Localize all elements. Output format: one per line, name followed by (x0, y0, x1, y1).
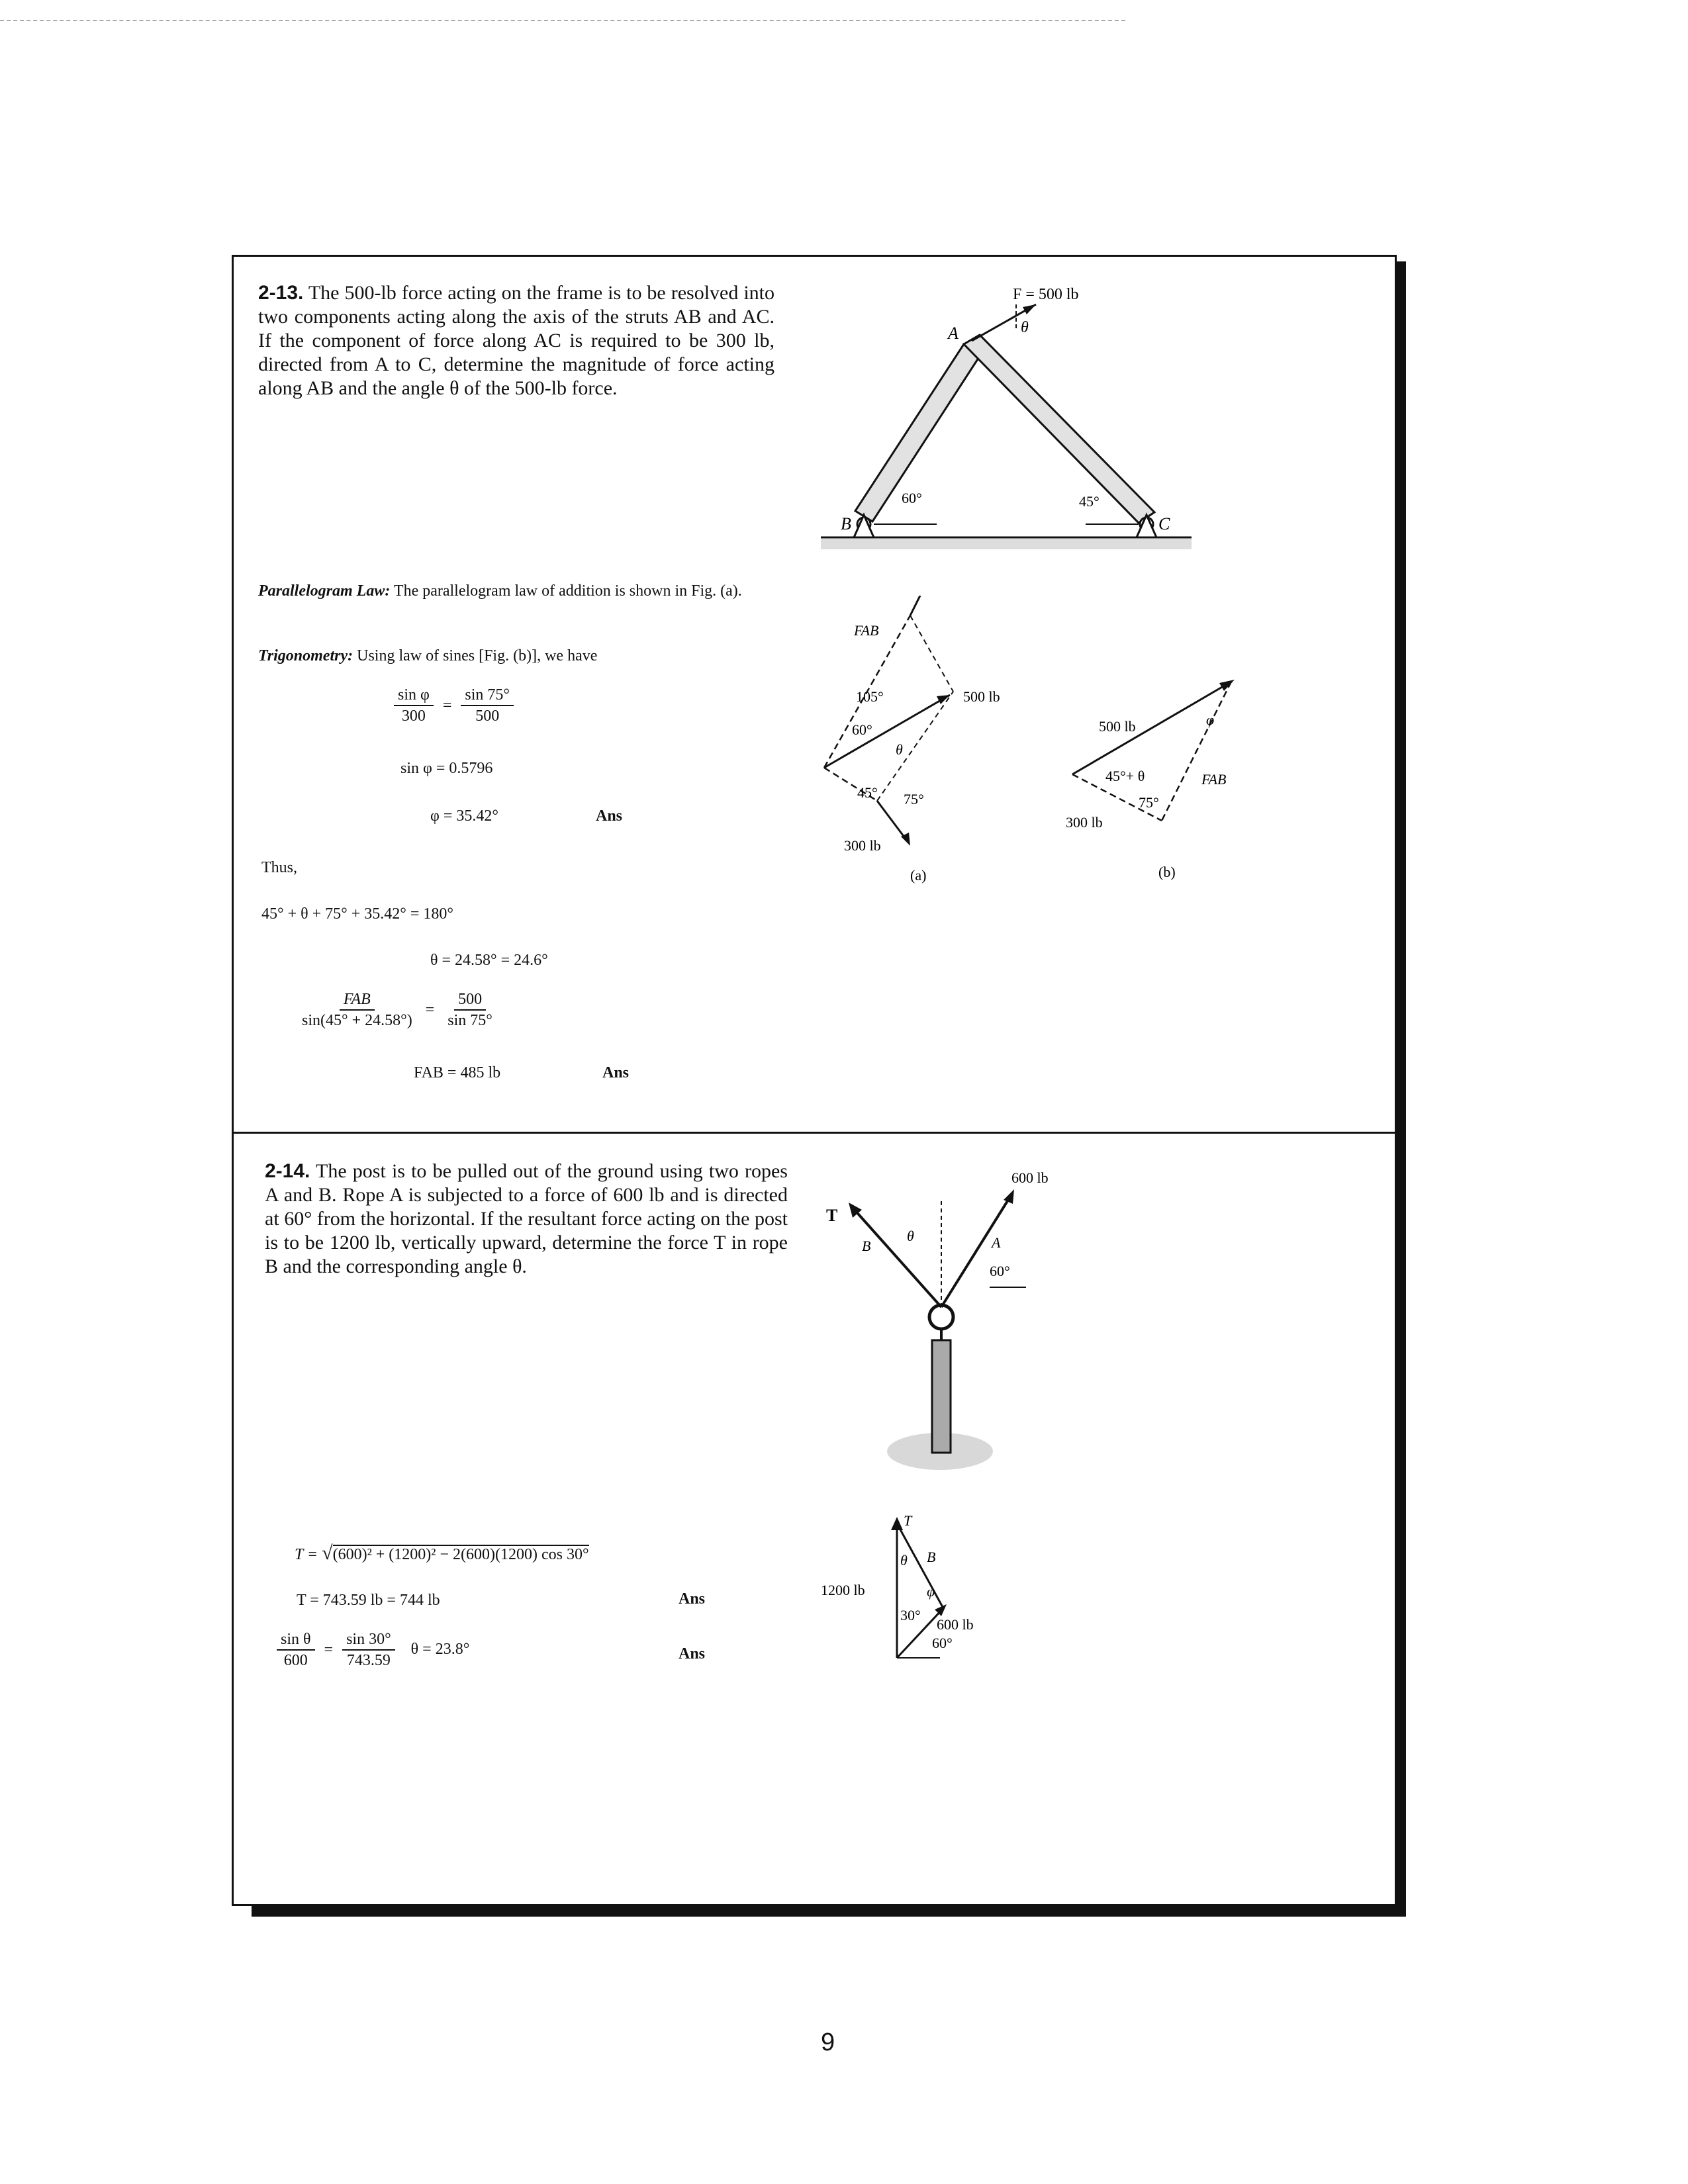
frame-figure (808, 278, 1211, 556)
eq1-lnum: sin φ (394, 685, 434, 706)
fig-b-caption: (b) (1158, 864, 1176, 880)
point-b-label: B (841, 514, 851, 533)
problem-13-text: The 500-lb force acting on the frame is to be resolved into two components acting along the axis of the struts AB and AC. If the component of force along AC is required to be 300 lb, directed from A to C, determine the magnitude of force acting along AB and the angle θ of the 500-lb force. (258, 282, 774, 399)
thus-label: Thus, (261, 859, 297, 876)
eq-t-radicand: (600)² + (1200)² − 2(600)(1200) cos 30° (332, 1546, 589, 1563)
answer-theta: Ans (679, 1645, 706, 1662)
eq-t-cosine-law: T = √(600)² + (1200)² − 2(600)(1200) cos 30° (295, 1542, 589, 1564)
eq6-rnum: 500 (454, 989, 486, 1011)
eq-sin-phi: sin φ = 0.5796 (400, 760, 493, 777)
fig-b-fab: FAB (1201, 771, 1227, 788)
tri-60: 60° (932, 1635, 953, 1651)
scan-top-line (0, 20, 1125, 21)
eq-theta: θ = 24.58° = 24.6° (430, 952, 548, 969)
fig-b-phi: φ (1206, 711, 1215, 728)
fig-a-45: 45° (857, 784, 878, 801)
eq3-rden: 743.59 (346, 1652, 391, 1669)
tri-phi: φ (927, 1583, 935, 1600)
fig-a-300lb: 300 lb (844, 837, 881, 854)
ground-hatch (821, 537, 1192, 549)
problem-13-number: 2-13. (258, 282, 304, 304)
force-label: F = 500 lb (1013, 286, 1079, 303)
rope-b (854, 1209, 941, 1307)
eq1-rnum: sin 75° (461, 685, 514, 706)
tri-30: 30° (900, 1607, 921, 1623)
answer-fab: Ans (602, 1064, 630, 1081)
page-number: 9 (821, 2028, 835, 2056)
angle-60-label: 60° (902, 490, 922, 506)
problem-14-statement (265, 1160, 788, 1279)
eq6-lnum: FAB (340, 989, 375, 1011)
theta-label: θ (1021, 319, 1029, 336)
fig-a-parallelogram (804, 596, 1049, 893)
fig-a-fab: FAB (854, 622, 879, 639)
strut-ac (964, 335, 1154, 523)
frame-shadow-right (1397, 261, 1406, 1916)
fig-a-60: 60° (852, 721, 872, 738)
fig-a-75: 75° (904, 791, 924, 807)
tri-theta: θ (900, 1552, 908, 1569)
parallelogram-text: The parallelogram law of addition is shown in Fig. (a). (393, 582, 742, 600)
point-c-label: C (1158, 514, 1170, 533)
post-a: A (992, 1234, 1001, 1251)
problem-14-number: 2-14. (265, 1160, 310, 1182)
post-t: T (826, 1206, 838, 1225)
tri-600lb: 600 lb (937, 1616, 974, 1633)
angle-45-label: 45° (1079, 493, 1100, 510)
trig-head: Trigonometry: (258, 647, 353, 664)
fig-b-75: 75° (1139, 794, 1159, 811)
eq-fab-ratio: $\frac{\text{FAB}}{\sin(45^\circ + 24.58^\circ)}$ = $\frac{500}{\sin 75^\circ}$ (298, 989, 496, 1030)
point-a-label: A (948, 324, 959, 343)
eq-theta-sines: $\frac{\text{sin θ}}{600}$ = $\frac{\sin 30^\circ}{743.59}$ θ = 23.8° (277, 1629, 469, 1670)
problem-divider (232, 1132, 1397, 1134)
eq3-lden: 600 (283, 1652, 308, 1669)
rope-a (941, 1195, 1011, 1307)
tri-t: T (904, 1512, 912, 1529)
eq-phi: φ = 35.42° (430, 807, 498, 825)
trigonometry-line (258, 647, 597, 665)
eq3-lnum: sin θ (277, 1629, 315, 1651)
post-b: B (862, 1238, 871, 1254)
fig-a-caption: (a) (910, 867, 927, 884)
fig-b-45theta: 45°+ θ (1105, 768, 1145, 784)
parallelogram-law-line (258, 580, 781, 602)
fig-b-300lb: 300 lb (1066, 814, 1103, 831)
tri-b: B (927, 1549, 936, 1565)
eq6-rden: sin 75° (447, 1012, 492, 1029)
answer-phi: Ans (596, 807, 623, 825)
fig-b-triangle (1053, 668, 1331, 893)
fig-b-500lb: 500 lb (1099, 718, 1136, 735)
post (932, 1340, 951, 1453)
eq-t-lhs: T = (295, 1546, 318, 1563)
fig-a-105: 105° (856, 688, 884, 705)
eq6-lden: sin(45° + 24.58°) (302, 1012, 412, 1029)
post-theta: θ (907, 1228, 914, 1244)
tri-1200lb: 1200 lb (821, 1582, 865, 1598)
frame-shadow-bottom (252, 1906, 1406, 1917)
eq1-rden: 500 (475, 707, 500, 725)
fig-a-theta: θ (896, 741, 903, 758)
answer-t: Ans (679, 1590, 706, 1608)
eq-t-result: T = 743.59 lb = 744 lb (297, 1592, 440, 1609)
eq1-lden: 300 (401, 707, 426, 725)
force-arrowhead (1023, 304, 1036, 314)
force-triangle (821, 1509, 1019, 1681)
eq-theta-result: θ = 23.8° (410, 1640, 470, 1658)
eq-angle-sum: 45° + θ + 75° + 35.42° = 180° (261, 905, 454, 923)
parallelogram-head: Parallelogram Law: (258, 582, 391, 600)
post-ring (929, 1305, 953, 1329)
eq-law-of-sines: $\frac{\text{sin φ}}{300}$ = $\frac{\sin 75^\circ}{500}$ (394, 685, 514, 726)
post-600lb: 600 lb (1011, 1169, 1049, 1186)
eq3-rnum: sin 30° (342, 1629, 395, 1651)
eq-fab-result: FAB = 485 lb (414, 1064, 501, 1081)
problem-13-statement (258, 281, 774, 400)
problem-14-text: The post is to be pulled out of the ground using two ropes A and B. Rope A is subjected to a force of 600 lb and is directed at 60° from the horizontal. If the resultant force acting on the post is to be 1200 lb, vertically upward, determine the force T in rope B and the corresponding angle θ. (265, 1160, 788, 1277)
trig-text: Using law of sines [Fig. (b)], we have (357, 647, 598, 664)
post-60: 60° (990, 1263, 1010, 1279)
post-figure (821, 1155, 1099, 1486)
fig-a-500lb: 500 lb (963, 688, 1000, 705)
